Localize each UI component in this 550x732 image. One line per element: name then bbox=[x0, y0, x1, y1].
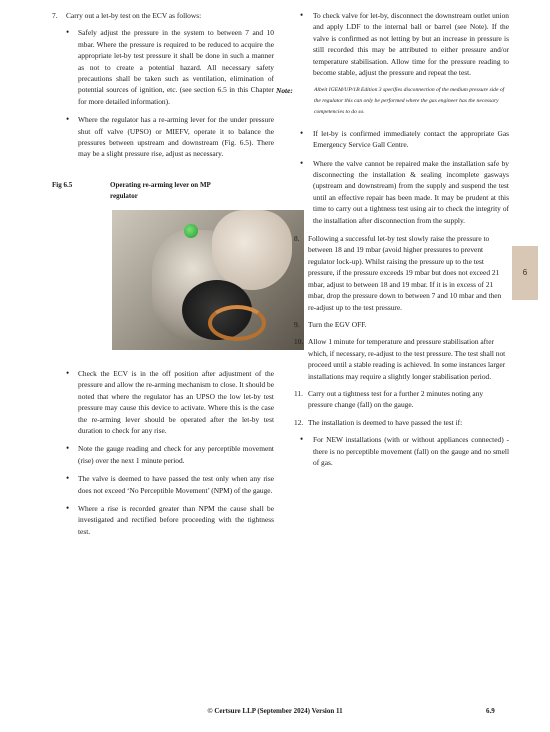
step-7 bbox=[52, 10, 274, 21]
right-column bbox=[276, 10, 509, 475]
step-9 bbox=[294, 319, 509, 330]
figure-caption bbox=[52, 180, 274, 202]
step-number: 12. bbox=[294, 417, 304, 427]
bullet-item bbox=[66, 503, 274, 537]
bullet-text: For NEW installations (with or without appliances connected) - there is no perceptible movement (fall) on the gauge and no smell of gas. bbox=[313, 435, 509, 467]
bullet-text: Where the valve cannot be repaired make the installation safe by disconnecting the installation & sealing incomplete gasways (upstream and downstream) from the supply and suspend the test until an effective repair has been made. It may be prudent at this time to carry out a tightness test using air to check the integrity of the installation after disconnection from the supply. bbox=[313, 158, 509, 225]
step-number: 10. bbox=[294, 337, 304, 347]
bullet-item bbox=[66, 27, 274, 107]
bullet-text: Safely adjust the pressure in the system to between 7 and 10 mbar. Where the pressure is required to be reduced to acquire the appropriate let-by test pressure it shall be done in such a manner as not to create a potential hazard. All necessary safety precautions shall be taken such as ventilation, elimination of potential sources of ignition, etc. (see section 6.5 in this Chapter for more detailed information). bbox=[78, 28, 274, 106]
bullet-icon: • bbox=[66, 443, 70, 454]
bullet-icon: • bbox=[66, 502, 70, 513]
step-text: Following a successful let-by test slowly raise the pressure to between 18 and 19 mbar (avoid higher pressures to prevent regulator lock-up). Whilst raising the pressure up to the test pressure, if the pressure exceeds 19 mbar but does not exceed 21 mbar, adjust to between 18 and 19 mbar. If it is in excess of 21 mbar, drop the pressure down to between 7 and 10 mbar and then re-adjust up to the test pressure. bbox=[308, 234, 502, 312]
left-column bbox=[52, 10, 274, 544]
chapter-tab bbox=[512, 246, 538, 300]
step-10 bbox=[294, 336, 509, 382]
bullet-icon: • bbox=[66, 114, 70, 125]
bullet-text: If let-by is confirmed immediately contact the appropriate Gas Emergency Service Gall Centre. bbox=[313, 128, 509, 150]
page-number: 6.9 bbox=[486, 707, 495, 715]
note-label: Note: bbox=[276, 86, 293, 96]
bullet-item bbox=[66, 443, 274, 466]
step-text: Carry out a let-by test on the ECV as follows: bbox=[66, 11, 202, 20]
step-text: Allow 1 minute for temperature and pressure stabilisation after which, if necessary, re-adjust to the test pressure. The test shall not proceed until a stable reading is achieved. In some instances larger installations may require a slightly longer stabilisation period. bbox=[308, 337, 506, 381]
step-8 bbox=[294, 233, 509, 313]
bullet-text: Note the gauge reading and check for any perceptible movement (rise) over the next 1 minute period. bbox=[78, 444, 274, 465]
step-number: 7. bbox=[52, 11, 58, 20]
bullet-item bbox=[66, 368, 274, 436]
bullet-text: To check valve for let-by, disconnect the downstream outlet union and apply LDF to the internal ball or barrel (see Note). If the valve is confirmed as not letting by but an increase in pressure is still recorded this may be attributed to either pressure and/or temperature stabilisation. Allow time for the pressure reading to become stable, adjust the pressure and repeat the test. bbox=[313, 11, 509, 78]
re-arming-lever-icon bbox=[184, 224, 198, 238]
figure-caption-text: Operating re-arming lever on MP regulator bbox=[110, 180, 211, 200]
step-11 bbox=[294, 388, 509, 411]
step-number: 9. bbox=[294, 319, 300, 329]
bullet-icon: • bbox=[300, 434, 304, 445]
bullet-icon: • bbox=[300, 127, 304, 138]
step-number: 8. bbox=[294, 234, 300, 244]
bullet-text: Check the ECV is in the off position after adjustment of the pressure and allow the re-arming mechanism to close. It should be noted that where the regulator has an UPSO the low let-by test pressure may cause this device to activate. Where this is the case the re-arming lever should be operated after the let-by test duration to check for any rise. bbox=[78, 368, 274, 435]
bullet-text: Where the regulator has a re-arming lever for the under pressure shut off valve (UPSO) or MIEFV, operate it to balance the pressures between upstream and downstream (Fig. 6.5). There may be a slight pressure rise, adjust as necessary. bbox=[78, 115, 274, 159]
bullet-icon: • bbox=[66, 27, 70, 38]
bullet-text: The valve is deemed to have passed the test only when any rise does not exceed ‘No Perceptible Movement’ (NPM) of the gauge. bbox=[78, 474, 274, 495]
bullet-item bbox=[66, 114, 274, 160]
step-text: Turn the EGV OFF. bbox=[308, 319, 367, 329]
chapter-number: 6 bbox=[522, 268, 528, 278]
step-text: Carry out a tightness test for a further 2 minutes noting any pressure change (fall) on the gauge. bbox=[308, 388, 484, 410]
step-number: 11. bbox=[294, 388, 303, 398]
bullet-item bbox=[300, 434, 509, 468]
footer: © Certsure LLP (September 2024) Version 11 bbox=[207, 707, 343, 715]
bullet-icon: • bbox=[300, 10, 304, 20]
bullet-icon: • bbox=[300, 157, 304, 168]
step-12 bbox=[294, 417, 509, 428]
step-text: The installation is deemed to have passed the test if: bbox=[308, 417, 463, 427]
note-text: Albeit IGEM/UP/1B Edition 3 specifies disconnection of the medium pressure side of the regulator this can only be performed where the gas engineer has the necessary competencies to do so. bbox=[314, 87, 505, 116]
bullet-icon: • bbox=[66, 367, 70, 378]
bullet-item bbox=[300, 128, 509, 151]
figure-label: Fig 6.5 bbox=[52, 180, 73, 189]
bullet-item bbox=[300, 10, 509, 78]
regulator-photo bbox=[112, 210, 304, 350]
note-block bbox=[276, 85, 509, 117]
bullet-text: Where a rise is recorded greater than NPM the cause shall be investigated and rectified before proceeding with the tightness test. bbox=[78, 503, 274, 536]
bullet-item bbox=[300, 158, 509, 226]
bullet-item bbox=[66, 473, 274, 496]
bullet-icon: • bbox=[66, 473, 70, 484]
